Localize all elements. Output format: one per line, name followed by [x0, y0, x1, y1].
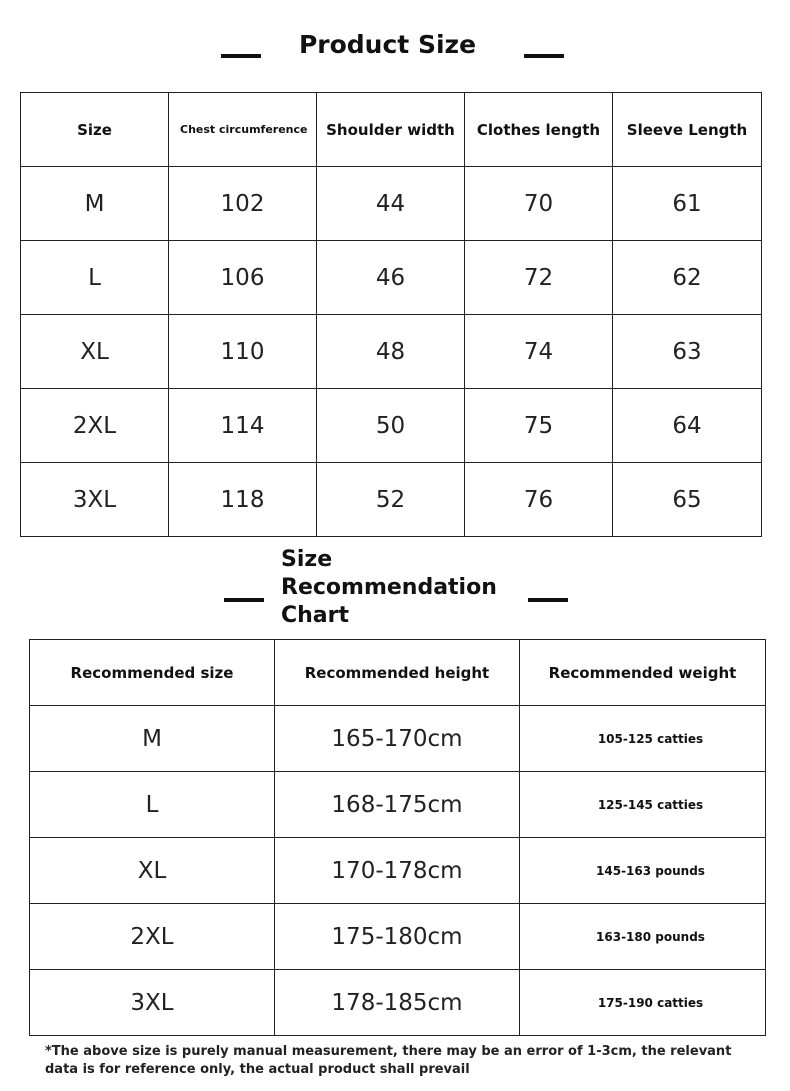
table-cell: 175-190 catties: [520, 970, 766, 1036]
header-shoulder: Shoulder width: [317, 93, 465, 167]
table-row: [30, 970, 766, 1036]
table-cell: M: [21, 167, 169, 241]
table-cell: 178-185cm: [275, 970, 520, 1036]
table-cell: 170-178cm: [275, 838, 520, 904]
table-row: [30, 838, 766, 904]
table-cell: M: [30, 706, 275, 772]
header-length: Clothes length: [465, 93, 613, 167]
table-row: [21, 389, 762, 463]
table-cell: XL: [30, 838, 275, 904]
table-cell: 3XL: [30, 970, 275, 1036]
table-cell: L: [30, 772, 275, 838]
title-dash-right: [524, 54, 564, 58]
table-row: [30, 904, 766, 970]
header-sleeve: Sleeve Length: [613, 93, 762, 167]
table-cell: 110: [169, 315, 317, 389]
table-row: [21, 315, 762, 389]
table-cell: 2XL: [21, 389, 169, 463]
table-cell: 76: [465, 463, 613, 537]
table-cell: 70: [465, 167, 613, 241]
table-cell: 65: [613, 463, 762, 537]
table-cell: 118: [169, 463, 317, 537]
header-recommended-weight: Recommended weight: [520, 640, 766, 706]
table-cell: 163-180 pounds: [520, 904, 766, 970]
recommendation-title-line: Chart: [281, 603, 350, 628]
table-cell: 145-163 pounds: [520, 838, 766, 904]
table-cell: 61: [613, 167, 762, 241]
table-cell: 75: [465, 389, 613, 463]
header-size: Size: [21, 93, 169, 167]
product-size-title: Product Size: [298, 30, 477, 59]
table-cell: 165-170cm: [275, 706, 520, 772]
table-cell: 63: [613, 315, 762, 389]
table-row: [21, 463, 762, 537]
table-cell: 48: [317, 315, 465, 389]
table-cell: 64: [613, 389, 762, 463]
table-row: [21, 167, 762, 241]
table-cell: XL: [21, 315, 169, 389]
table-cell: 52: [317, 463, 465, 537]
table-header-row: [30, 640, 766, 706]
table-cell: 62: [613, 241, 762, 315]
title-dash-right: [528, 598, 568, 602]
table-cell: 168-175cm: [275, 772, 520, 838]
table-cell: 105-125 catties: [520, 706, 766, 772]
recommendation-title: [281, 546, 521, 630]
table-row: [30, 706, 766, 772]
table-cell: 44: [317, 167, 465, 241]
header-chest: Chest circumference: [169, 93, 317, 167]
header-recommended-size: Recommended size: [30, 640, 275, 706]
table-cell: 106: [169, 241, 317, 315]
table-cell: 46: [317, 241, 465, 315]
table-cell: 74: [465, 315, 613, 389]
header-recommended-height: Recommended height: [275, 640, 520, 706]
table-cell: 3XL: [21, 463, 169, 537]
table-cell: 72: [465, 241, 613, 315]
table-row: [21, 241, 762, 315]
recommendation-title-line: Size: [281, 547, 333, 572]
table-cell: 125-145 catties: [520, 772, 766, 838]
size-recommendation-table: [29, 639, 766, 1036]
title-dash-left: [224, 598, 264, 602]
table-cell: 175-180cm: [275, 904, 520, 970]
table-cell: L: [21, 241, 169, 315]
product-size-table: [20, 92, 762, 537]
table-cell: 2XL: [30, 904, 275, 970]
table-cell: 114: [169, 389, 317, 463]
table-cell: 50: [317, 389, 465, 463]
table-header-row: [21, 93, 762, 167]
table-cell: 102: [169, 167, 317, 241]
footnote: *The above size is purely manual measurement, there may be an error of 1-3cm, the relevant data is for reference only, the actual product shall prevail: [45, 1044, 732, 1077]
table-row: [30, 772, 766, 838]
recommendation-title-line: Recommendation: [281, 575, 497, 600]
